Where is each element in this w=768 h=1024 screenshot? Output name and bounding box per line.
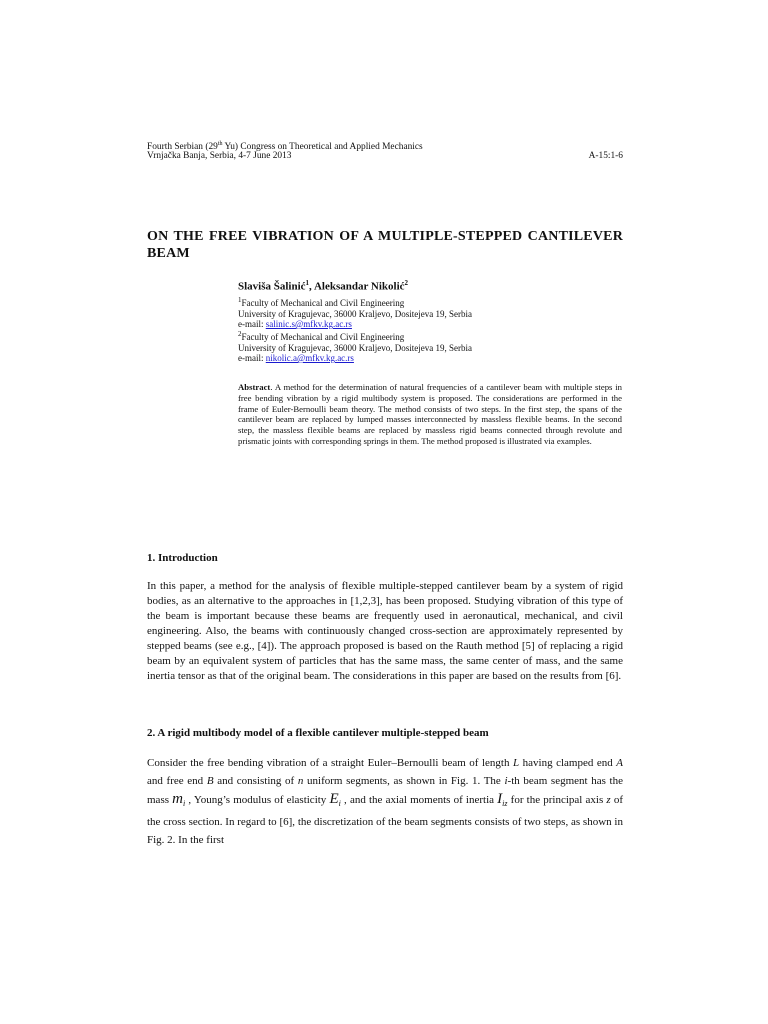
conference-location-row [147,150,623,162]
s2-text-8: , and the axial moments of inertia [340,794,498,806]
s2-text-3: and free end [147,775,207,787]
abstract [238,382,622,447]
email-label: e-mail: [238,353,266,363]
symbol-I: I [497,791,503,807]
email-label: e-mail: [238,319,266,329]
conference-location: Vrnjačka Banja, Serbia, 4-7 June 2013 [147,151,292,161]
author-1-sup: 1 [305,279,310,287]
section-2-heading: 2. A rigid multibody model of a flexible cantilever multiple-stepped beam [147,727,489,739]
s2-text-6: -th beam segment has the mass [147,775,623,806]
s2-text-10: of the cross section. In regard to [6], the discretization of the beam segments consists of two steps, as shown in Fig. 2. In the first [147,794,623,847]
affiliation-1-email-row [238,319,568,330]
s2-text-4: and consisting of [213,775,298,787]
author-separator: , [309,280,314,293]
symbol-B: B [206,775,214,787]
s2-text-9: for the principal axis [507,794,607,806]
affiliation-2-email-link[interactable]: nikolic.a@mfkv.kg.ac.rs [265,353,354,363]
paper-title: ON THE FREE VIBRATION OF A MULTIPLE-STEPPED CANTILEVER BEAM [147,229,623,261]
s2-text-5: uniform segments, as shown in Fig. 1. The [303,775,505,787]
affiliation-1-address: University of Kragujevac, 36000 Kraljevo, Dositejeva 19, Serbia [238,308,472,319]
symbol-m-sub: i [183,799,186,809]
symbol-n: n [297,775,304,787]
author-2: Aleksandar Nikolić [313,280,405,293]
author-list [238,279,408,293]
s2-text-1: Consider the free bending vibration of a straight Euler–Bernoulli beam of length [147,757,513,769]
affiliation-2-email-row [238,353,568,364]
symbol-I-sub: iz [502,799,508,809]
paper-code: A-15:1-6 [588,151,623,161]
affiliation-1 [238,295,568,330]
conference-name-part1: Fourth Serbian (29 [147,142,218,153]
abstract-text: . A method for the determination of natural frequencies of a cantilever beam with multiple steps in free bending vibration by a rigid multibody system is proposed. The considerations are performed in the frame of Euler-Bernoulli beam theory. The method consists of two steps. In the first step, the spans of the cantilever beam are replaced by lumped masses interconnected by massless flexible beams. In the second step, the massless flexible beams are replaced by massless rigid beams connected through revolute and prismatic joints with corresponding springs in them. The method proposed is illustrated via examples. [238,382,622,446]
abstract-label: Abstract [238,382,271,392]
conference-ordinal-sup: th [217,141,223,147]
affiliation-2-address: University of Kragujevac, 36000 Kraljevo, Dositejeva 19, Serbia [238,342,472,353]
affiliation-2-sup: 2 [238,330,242,338]
s2-text-2: having clamped end [519,757,617,769]
affiliation-2 [238,329,568,364]
section-1-heading: 1. Introduction [147,552,218,564]
symbol-A: A [616,757,623,769]
section-1-paragraph: In this paper, a method for the analysis of flexible multiple-stepped cantilever beam by a system of rigid bodies, as an alternative to the approaches in [1,2,3], has been proposed. Studying vibration of this type of the beam is important because these beams are frequently used in aeronautical, mechanical, and civil engineering. Also, the beams with continuously changed cross-section are approximately represented by stepped beams (see e.g., [4]). The approach proposed is based on the Rauth method [5] of replacing a rigid beam by an equivalent system of particles that has the same mass, the same center of mass, and the same inertia tensor as that of the original beam. The considerations in this paper are based on the results from [6]. [147,580,623,682]
symbol-E: E [329,791,339,807]
affiliation-1-faculty: Faculty of Mechanical and Civil Engineering [241,298,405,308]
affiliation-1-line1 [238,295,568,309]
conference-name-part2: Yu) Congress on Theoretical and Applied Mechanics [222,142,423,153]
affiliation-2-faculty: Faculty of Mechanical and Civil Engineering [241,332,405,342]
symbol-L: L [512,757,520,769]
symbol-m: m [172,791,183,807]
s2-text-7: , Young’s modulus of elasticity [185,794,330,806]
author-2-sup: 2 [404,279,409,287]
section-2-paragraph [147,754,623,849]
symbol-z: z [606,794,611,806]
affiliation-1-email-link[interactable]: salinic.s@mfkv.kg.ac.rs [265,319,352,329]
affiliation-1-sup: 1 [238,296,242,304]
symbol-i: i [504,775,508,787]
symbol-E-sub: i [338,799,341,809]
author-1: Slaviša Šalinić [238,280,306,293]
affiliation-2-line1 [238,329,568,343]
